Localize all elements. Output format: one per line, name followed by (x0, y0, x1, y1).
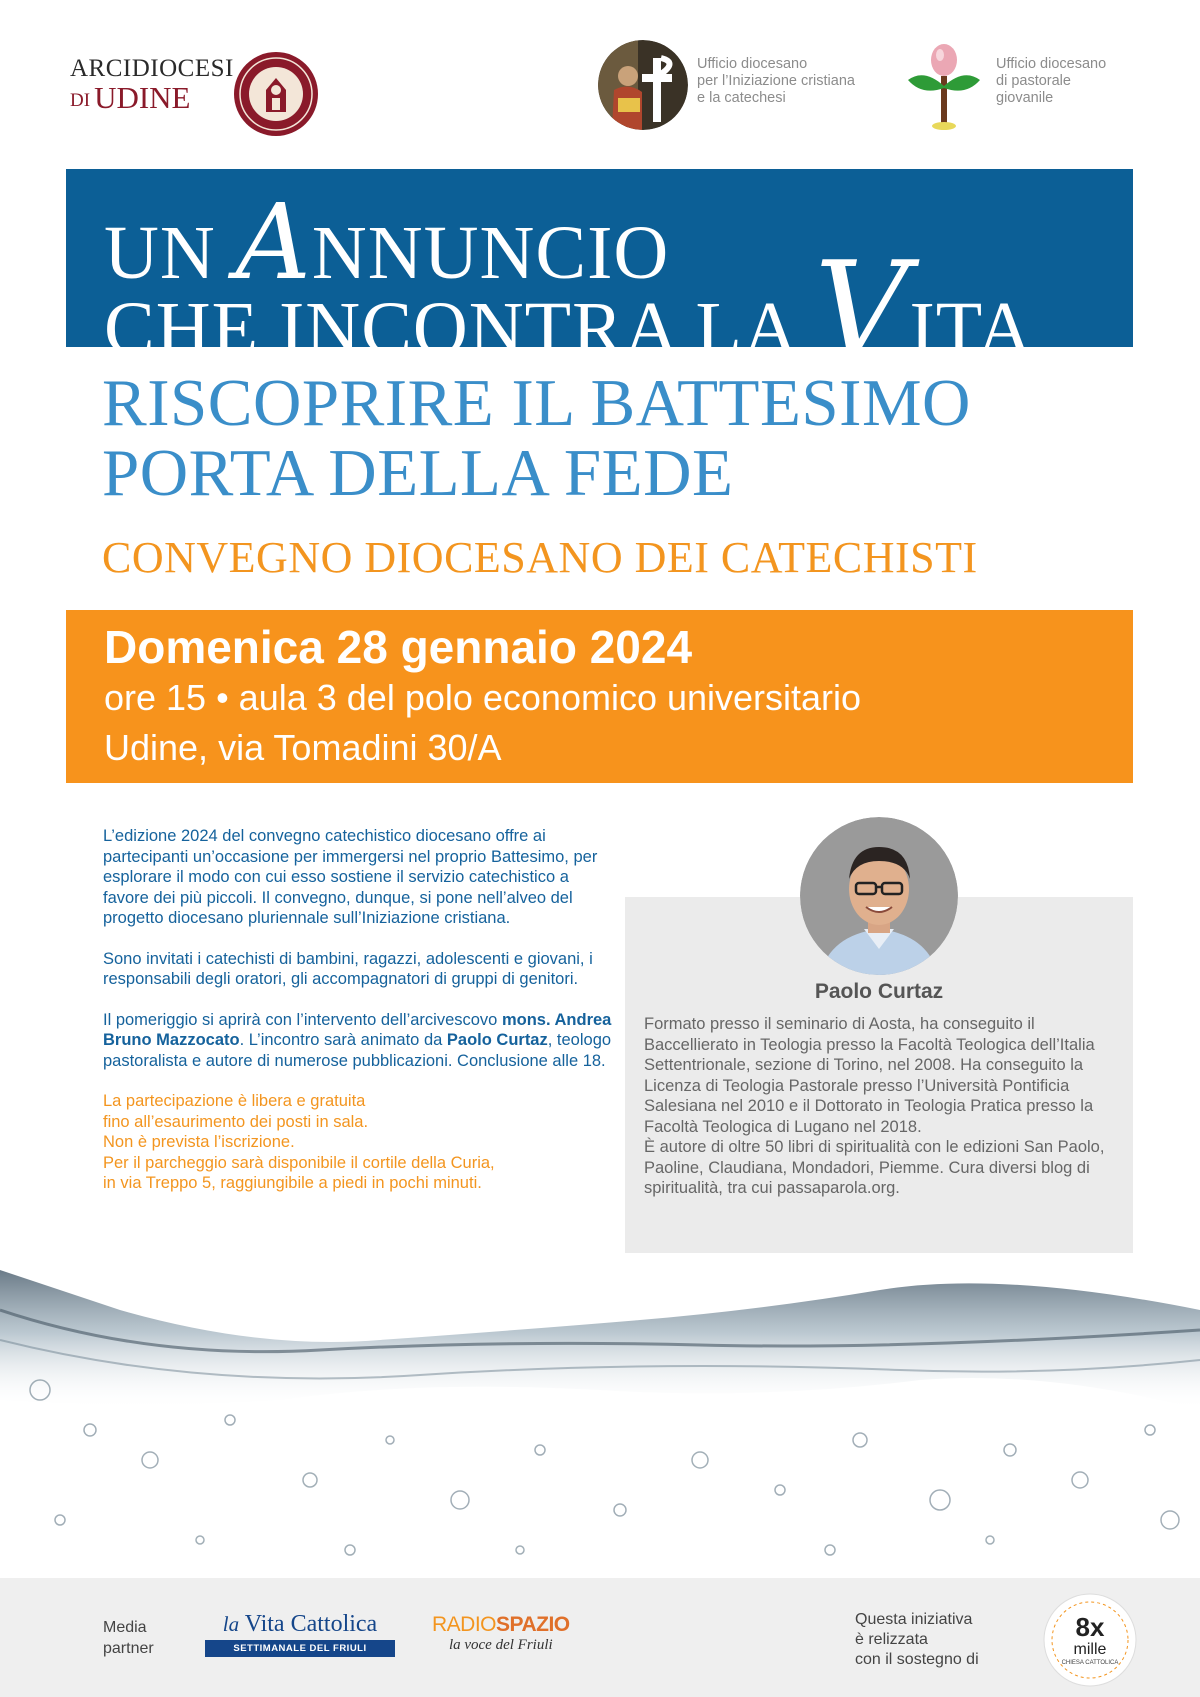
event-time-place: ore 15 • aula 3 del polo economico universitario (104, 677, 862, 718)
archbishop-name: mons. Andrea Bruno Mazzocato (103, 1010, 612, 1049)
convegno-heading: CONVEGNO DIOCESANO DEI CATECHISTI (102, 533, 978, 582)
catechesi-office-icon (598, 40, 688, 130)
description-paragraph-2: Sono invitati i catechisti di bambini, ragazzi, adolescenti e giovani, i responsabili degli oratori, gli accompagnatori di gruppi di genitori. (103, 949, 593, 988)
diocese-seal-icon (232, 50, 320, 138)
svg-text:CHIESA CATTOLICA: CHIESA CATTOLICA (1061, 1660, 1119, 1666)
sostegno-label: Questa iniziativa è relizzata con il sostegno di (855, 1611, 979, 1668)
pastorale-giovanile-icon (904, 40, 984, 132)
event-date: Domenica 28 gennaio 2024 (104, 621, 693, 673)
catechesi-office-label: Ufficio diocesano per l’Iniziazione cristiana e la catechesi (697, 56, 855, 106)
arcidiocesi-udine: UDINE (94, 80, 191, 115)
participation-info: La partecipazione è libera e gratuita fino all’esaurimento dei posti in sala. Non è prevista l’iscrizione. Per il parcheggio sarà disponibile il cortile della Curia, in via Treppo 5, raggiungibile a piedi in pochi minuti. (103, 1092, 495, 1192)
speaker-photo (800, 817, 958, 975)
subtitle-line-1: RISCOPRIRE IL BATTESIMO (102, 366, 971, 440)
speaker-name: Paolo Curtaz (814, 980, 944, 1003)
svg-text:mille: mille (1073, 1641, 1107, 1658)
event-description (103, 826, 613, 1214)
media-partner-label: Media partner (103, 1619, 154, 1657)
arcidiocesi-logo-text (70, 56, 234, 113)
subtitle-line-2: PORTA DELLA FEDE (102, 436, 734, 510)
water-splash-image (0, 1250, 1200, 1580)
title-line-2: CHE INCONTRA LA VITA (104, 233, 1033, 385)
description-paragraph-3: Il pomeriggio si aprirà con l’intervento dell’arcivescovo mons. Andrea Bruno Mazzocato. L’incontro sarà animato da Paolo Curtaz, teologo pastoralista e autore di numerose pubblicazioni. Conclusione alle 18. (103, 1010, 612, 1070)
footer (0, 1578, 1200, 1697)
event-address: Udine, via Tomadini 30/A (104, 727, 502, 768)
description-paragraph-1: L’edizione 2024 del convegno catechistico diocesano offre ai partecipanti un’occasione per immergersi nel proprio Battesimo, per esplorare il modo con cui esso sostiene il servizio catechistico a favore dei più piccoli. Il convegno, dunque, si pone nell’alveo del progetto diocesano pluriennale sull’Iniziazione cristiana. (103, 827, 598, 927)
arcidiocesi-line1: ARCIDIOCESI (70, 55, 234, 82)
pastorale-giovanile-label: Ufficio diocesano di pastorale giovanile (996, 56, 1107, 106)
vita-cattolica-logo: la Vita Cattolica SETTIMANALE DEL FRIULI (205, 1612, 395, 1657)
arcidiocesi-di: DI (70, 90, 91, 111)
svg-text:8x: 8x (1075, 1612, 1105, 1642)
speaker-name-inline: Paolo Curtaz (446, 1031, 548, 1049)
title-line-1: UN ANNUNCIO (104, 181, 670, 303)
otto-per-mille-logo (1040, 1590, 1140, 1690)
radio-spazio-logo: RADIOSPAZIO la voce del Friuli (432, 1613, 570, 1653)
speaker-bio: Formato presso il seminario di Aosta, ha conseguito il Baccellierato in Teologia presso la Facoltà Teologica dell’Italia Settentrionale, sezione di Torino, nel 2008. Ha conseguito la Licenza di Teologia Pastorale presso l’Università Pontificia Salesiana nel 2010 e il Dottorato in Teologia Pratica presso la Facoltà Teologica di Lugano nel 2018. È autore di oltre 50 libri di spiritualità con le edizioni San Paolo, Paoline, Claudiana, Mondadori, Piemme. Cura diversi blog di spiritualità, tra cui passaparola.org. (644, 1015, 1105, 1197)
